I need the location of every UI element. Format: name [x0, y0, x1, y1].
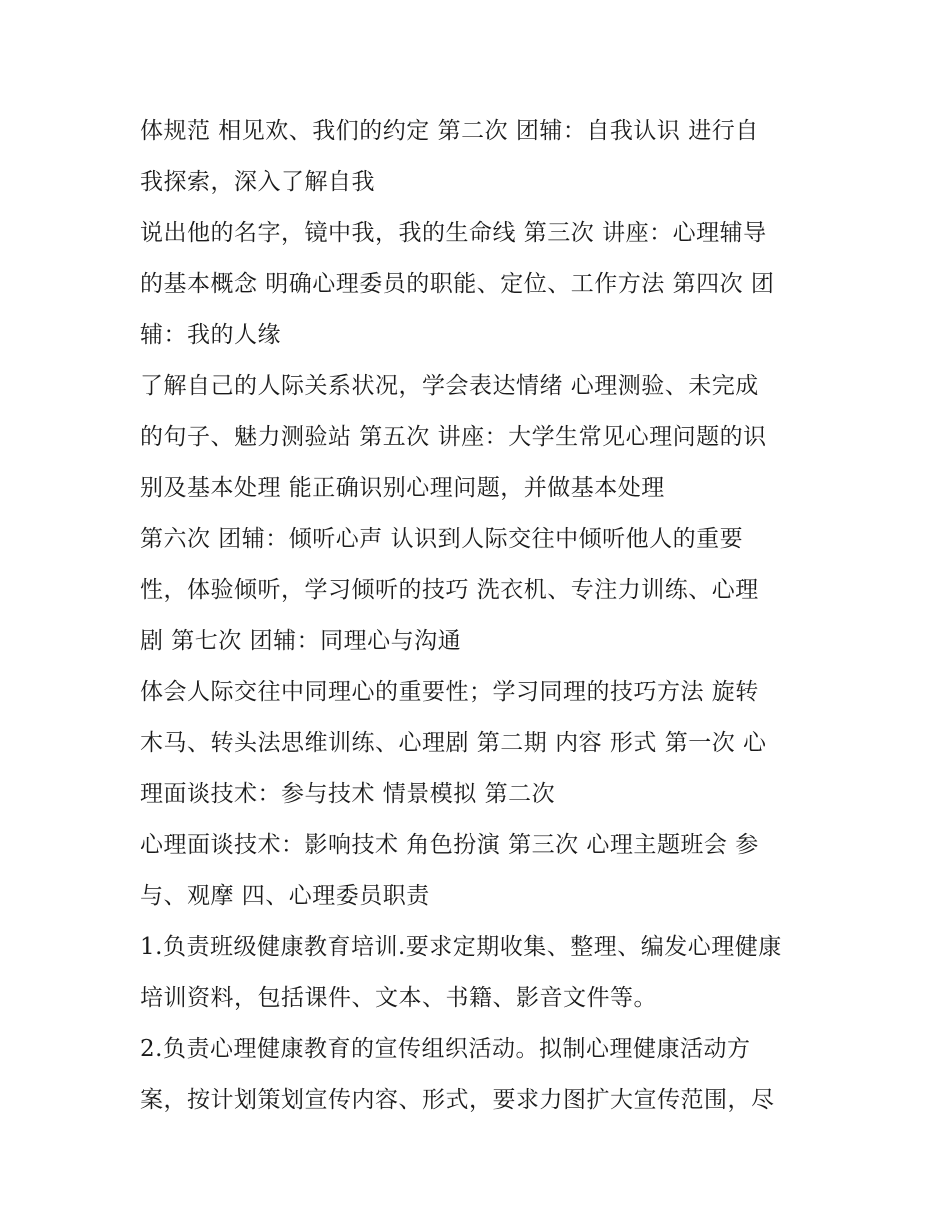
- text-line: 的句子、魅力测验站 第五次 讲座：大学生常见心理问题的识: [140, 424, 767, 450]
- text-line: 理面谈技术：参与技术 情景模拟 第二次: [140, 781, 556, 807]
- text-line: 与、观摩 四、心理委员职责: [140, 883, 430, 909]
- text-line: 培训资料，包括课件、文本、书籍、影音文件等。: [140, 985, 657, 1011]
- text-line: 我探索，深入了解自我: [140, 169, 375, 195]
- text-line: 2.负责心理健康教育的宣传组织活动。拟制心理健康活动方: [140, 1036, 751, 1062]
- text-line: 别及基本处理 能正确识别心理问题，并做基本处理: [140, 475, 665, 501]
- text-line: 体会人际交往中同理心的重要性；学习同理的技巧方法 旋转: [140, 679, 759, 705]
- text-line: 心理面谈技术：影响技术 角色扮演 第三次 心理主题班会 参: [140, 832, 759, 858]
- text-line: 1.负责班级健康教育培训.要求定期收集、整理、编发心理健康: [140, 934, 782, 960]
- text-line: 辅：我的人缘: [140, 322, 281, 348]
- text-line: 第六次 团辅：倾听心声 认识到人际交往中倾听他人的重要: [140, 526, 744, 552]
- document-body: [140, 106, 820, 1126]
- text-line: 木马、转头法思维训练、心理剧 第二期 内容 形式 第一次 心: [140, 730, 767, 756]
- text-line: 的基本概念 明确心理委员的职能、定位、工作方法 第四次 团: [140, 271, 775, 297]
- text-line: 性，体验倾听，学习倾听的技巧 洗衣机、专注力训练、心理: [140, 577, 759, 603]
- text-line: 说出他的名字，镜中我，我的生命线 第三次 讲座：心理辅导: [140, 220, 767, 246]
- text-line: 剧 第七次 团辅：同理心与沟通: [140, 628, 462, 654]
- text-line: 体规范 相见欢、我们的约定 第二次 团辅：自我认识 进行自: [140, 118, 759, 144]
- text-line: 了解自己的人际关系状况，学会表达情绪 心理测验、未完成: [140, 373, 759, 399]
- text-line: 案，按计划策划宣传内容、形式，要求力图扩大宣传范围，尽: [140, 1087, 775, 1113]
